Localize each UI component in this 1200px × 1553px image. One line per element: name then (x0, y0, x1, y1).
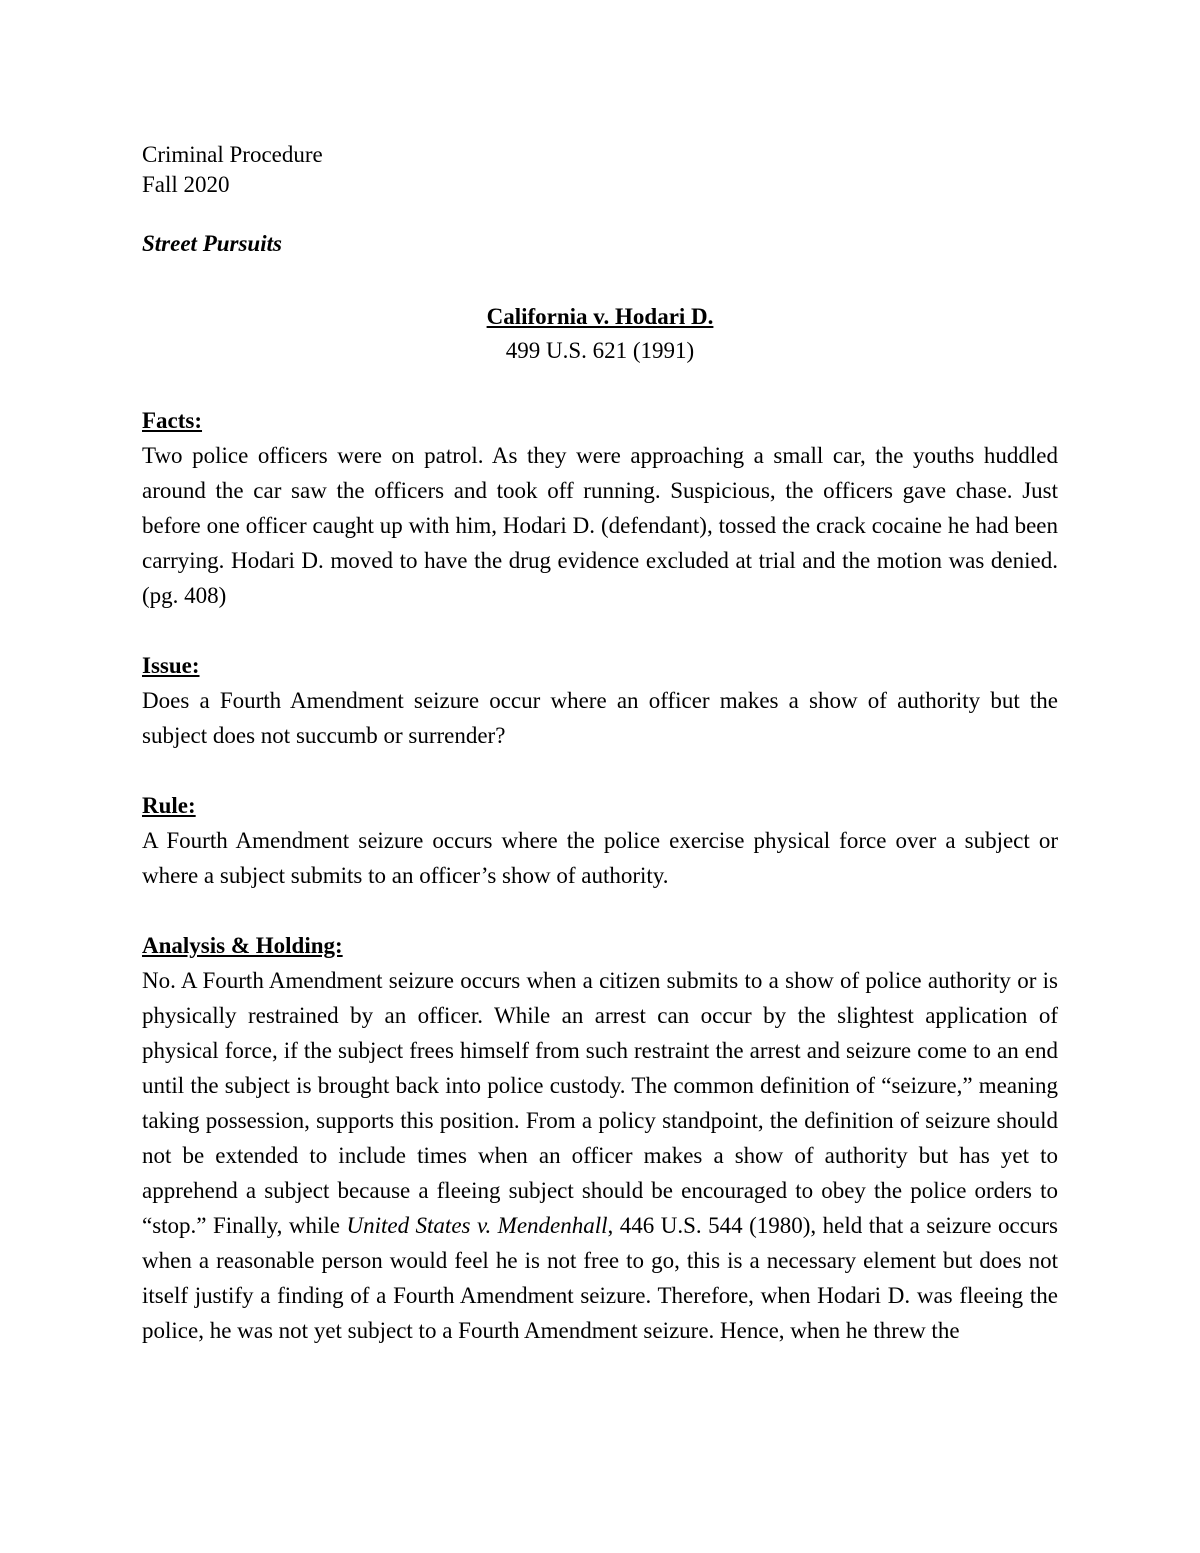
rule-heading: Rule: (142, 793, 196, 818)
case-title: California v. Hodari D. (486, 304, 714, 329)
term: Fall 2020 (142, 172, 230, 197)
rule-body: A Fourth Amendment seizure occurs where the police exercise physical force over a subject or where a subject submits to an officer’s show of authority. (142, 828, 1058, 888)
issue-section (142, 648, 1058, 753)
analysis-text-part-1: No. A Fourth Amendment seizure occurs when a citizen submits to a show of police authority or is physically restrained by an officer. While an arrest can occur by the slightest application of physical force, if the subject frees himself from such restraint the arrest and seizure come to an end until the subject is brought back into police custody. The common definition of “seizure,” meaning taking possession, supports this position. From a policy standpoint, the definition of seizure should not be extended to include times when an officer makes a show of authority but has yet to apprehend a subject because a fleeing subject should be encouraged to obey the police orders to “stop.” Finally, while (142, 968, 1058, 1238)
cited-case-name: United States v. Mendenhall (346, 1213, 608, 1238)
facts-heading: Facts: (142, 408, 203, 433)
analysis-section (142, 928, 1058, 1348)
document-content (142, 140, 1058, 1348)
case-citation: 499 U.S. 621 (1991) (505, 338, 695, 363)
analysis-text-part-2: , 446 U.S. 544 (1980), held that a seizure occurs when a reasonable person would feel he is not free to go, this is a necessary element but does not itself justify a finding of a Fourth Amendment seizure. Therefore, when Hodari D. was fleeing the police, he was not yet subject to a Fourth Amendment seizure. Hence, when he threw the (142, 1213, 1058, 1343)
analysis-body (142, 963, 1058, 1348)
rule-section (142, 788, 1058, 893)
case-caption (142, 300, 1058, 368)
facts-section (142, 403, 1058, 613)
issue-heading: Issue: (142, 653, 200, 678)
topic-heading: Street Pursuits (142, 231, 282, 256)
issue-body: Does a Fourth Amendment seizure occur where an officer makes a show of authority but the subject does not succumb or surrender? (142, 688, 1058, 748)
facts-body: Two police officers were on patrol. As they were approaching a small car, the youths huddled around the car saw the officers and took off running. Suspicious, the officers gave chase. Just before one officer caught up with him, Hodari D. (defendant), tossed the crack cocaine he had been carrying. Hodari D. moved to have the drug evidence excluded at trial and the motion was denied. (pg. 408) (142, 443, 1058, 608)
analysis-heading: Analysis & Holding: (142, 933, 343, 958)
course-name: Criminal Procedure (142, 142, 323, 167)
